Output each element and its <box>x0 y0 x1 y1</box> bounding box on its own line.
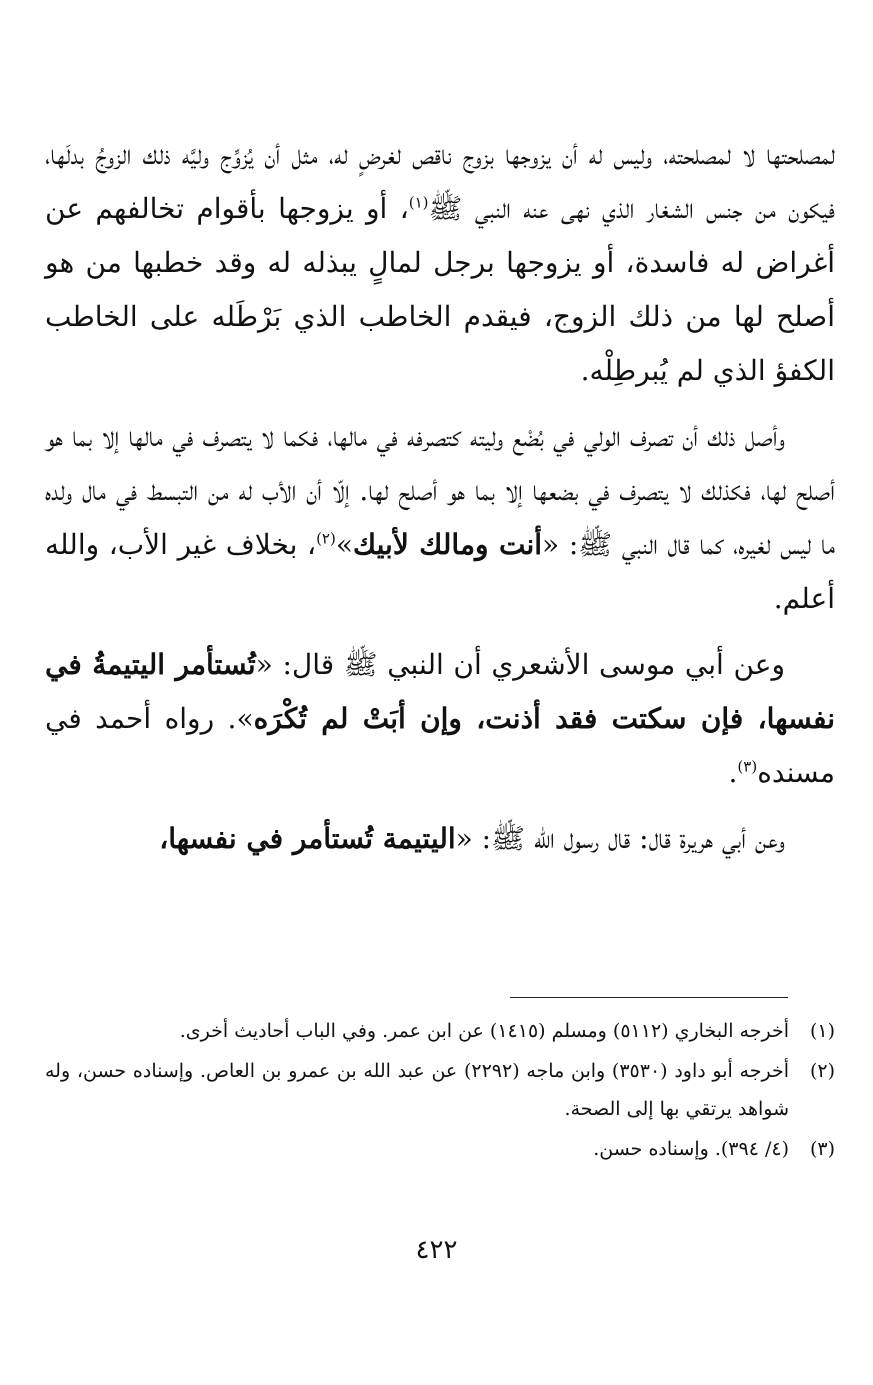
footnote-text: أخرجه البخاري (٥١١٢) ومسلم (١٤١٥) عن ابن عمر. وفي الباب أحاديث أخرى. <box>179 1020 789 1042</box>
footnote-item <box>45 1130 835 1168</box>
footnote-text: (٤/ ٣٩٤). وإسناده حسن. <box>593 1138 789 1160</box>
page-number: ٤٢٢ <box>415 1235 458 1265</box>
footnote-ref-3[interactable]: (٣) <box>737 757 758 776</box>
paragraph-2-quote-close: » <box>335 528 353 561</box>
footnote-text: أخرجه أبو داود (٣٥٣٠) وابن ماجه (٢٢٩٢) عن عبد الله بن عمرو بن العاص. وإسناده حسن، وله شواهد يرتقي بها إلى الصحة. <box>45 1060 789 1120</box>
paragraph-2 <box>45 410 835 626</box>
paragraph-4 <box>45 812 835 866</box>
paragraph-2-text-a: وأصل ذلك أن تصرف الولي في بُضْع وليته كتصرفه في مالها، فكما لا يتصرف في مالها إلا بما هو أصلح لها، فكذلك لا يتصرف في بضعها إلا بما هو أصلح لها. إلّا أن الأب له من التبسط في مال ولده ما ليس لغيره، كما قال النبي ﷺ: « <box>45 420 836 561</box>
main-text <box>45 128 835 878</box>
footnote-ref-2[interactable]: (٢) <box>316 529 336 548</box>
paragraph-1-text-b: ، أو يزوجها بأقوام تخالفهم عن أغراض له فاسدة، أو يزوجها برجل لمالٍ يبذله له وقد خطبها من هو أصلح لها من ذلك الزوج، فيقدم الخاطب الذي بَرْطَله على الخاطب الكفؤ الذي لم يُبرطِلْه. <box>45 192 835 387</box>
hadith-quote-3: اليتيمة تُستأمر في نفسها، <box>159 822 456 855</box>
hadith-quote-1: أنت ومالك لأبيك <box>352 528 543 561</box>
paragraph-3-text-a: وعن أبي موسى الأشعري أن النبي ﷺ قال: « <box>255 648 785 681</box>
footnote-divider <box>510 997 788 998</box>
paragraph-1-text-a: لمصلحتها لا لمصلحته، وليس له أن يزوجها بزوج ناقص لغرضٍ له، مثل أن يُزوِّج وليَّه ذلك الزوجُ بدلَها، فيكون من جنس الشغار الذي نهى عنه النبي ﷺ <box>45 138 836 225</box>
footnote-number: (٣) <box>809 1138 835 1160</box>
paragraph-1 <box>45 128 835 398</box>
paragraph-2-text-b: ، بخلاف غير الأب، والله أعلم. <box>45 528 835 615</box>
footnote-item <box>45 1012 835 1050</box>
paragraph-3-end: . <box>728 756 738 789</box>
hadith-quote-2: تُستأمر اليتيمةُ في نفسها، فإن سكتت فقد أذنت، وإن أبَتْ لم تُكْرَه <box>45 648 836 735</box>
footnote-number: (٢) <box>809 1060 835 1082</box>
footnote-ref-1[interactable]: (١) <box>408 193 429 212</box>
footnotes <box>45 1012 835 1170</box>
paragraph-3-text-b: ». رواه أحمد في مسنده <box>45 702 835 789</box>
paragraph-3 <box>45 638 835 800</box>
footnote-item <box>45 1052 835 1128</box>
footnote-number: (١) <box>809 1020 835 1042</box>
paragraph-4-text-a: وعن أبي هريرة قال: قال رسول الله ﷺ: « <box>455 822 785 855</box>
